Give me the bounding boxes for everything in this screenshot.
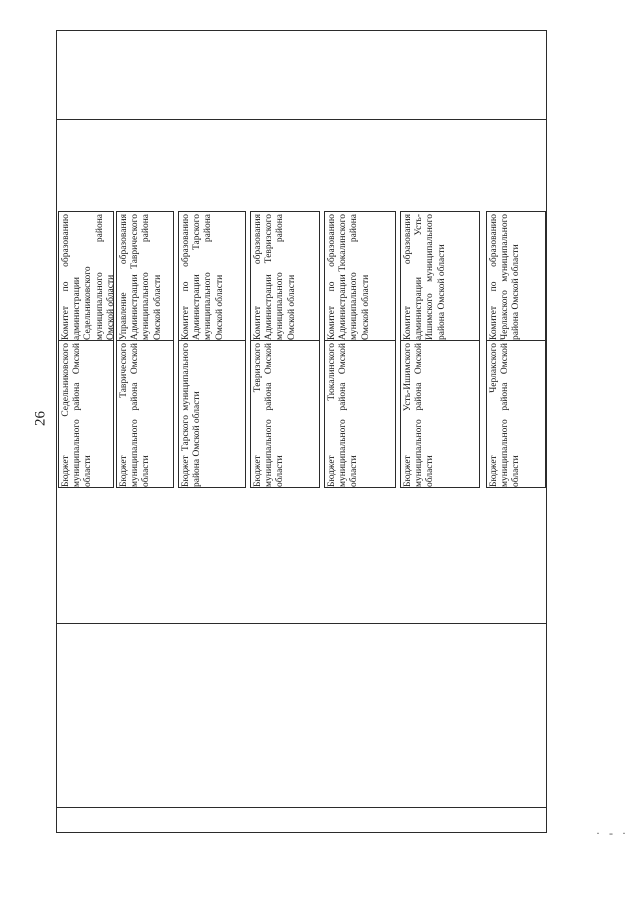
table-cell-admin — [400, 211, 480, 341]
cell-text-budget: Бюджет Черлакского муниципального района Омской области — [489, 343, 522, 487]
table-divider — [57, 623, 546, 624]
table-divider — [57, 119, 546, 120]
cell-text-admin: Комитет по образованию Черлакского муниципального района Омской области — [489, 214, 522, 340]
cell-text-budget: Бюджет Тарского муниципального района Омской области — [181, 343, 203, 487]
table-cell-admin — [116, 211, 174, 341]
cell-text-admin: Управление образования Администрации Таврического муниципального района Омской области — [119, 214, 163, 340]
table-cell-admin — [250, 211, 320, 341]
cell-text-admin: Комитет по образованию Администрации Тюкалинского муниципального района Омской области — [327, 214, 371, 340]
cell-text-admin: Комитет по образованию Администрации Тарского муниципального района Омской области — [181, 214, 225, 340]
table-cell-admin — [58, 211, 114, 341]
page-number: 26 — [32, 411, 49, 426]
cell-text-budget: Бюджет Тюкалинского муниципального района Омской области — [327, 343, 360, 487]
table-cell-budget — [178, 340, 246, 488]
table-cell-admin — [178, 211, 246, 341]
table-cell-budget — [400, 340, 480, 488]
table-cell-budget — [250, 340, 320, 488]
scan-specks: · - · — [596, 826, 629, 840]
table-cell-budget — [58, 340, 114, 488]
table-cell-admin — [324, 211, 396, 341]
cell-text-admin: Комитет образования Администрации Тевризского муниципального района Омской области — [253, 214, 297, 340]
cell-text-budget: Бюджет Таврического муниципального района Омской области — [119, 343, 152, 487]
table-cell-budget — [486, 340, 546, 488]
cell-text-budget: Бюджет Тевризского муниципального района Омской области — [253, 343, 286, 487]
cell-text-admin: Комитет по образованию администрации Седельниковского муниципального района Омской области — [61, 214, 116, 340]
table-divider — [57, 807, 546, 808]
cell-text-budget: Бюджет Усть-Ишимского муниципального района Омской области — [403, 343, 436, 487]
cell-text-budget: Бюджет Седельниковского муниципального района Омской области — [61, 343, 94, 487]
table-cell-budget — [324, 340, 396, 488]
cell-text-admin: Комитет образования администрации Усть-Ишимского муниципального района Омской области — [403, 214, 447, 340]
table-cell-admin — [486, 211, 546, 341]
table-cell-budget — [116, 340, 174, 488]
